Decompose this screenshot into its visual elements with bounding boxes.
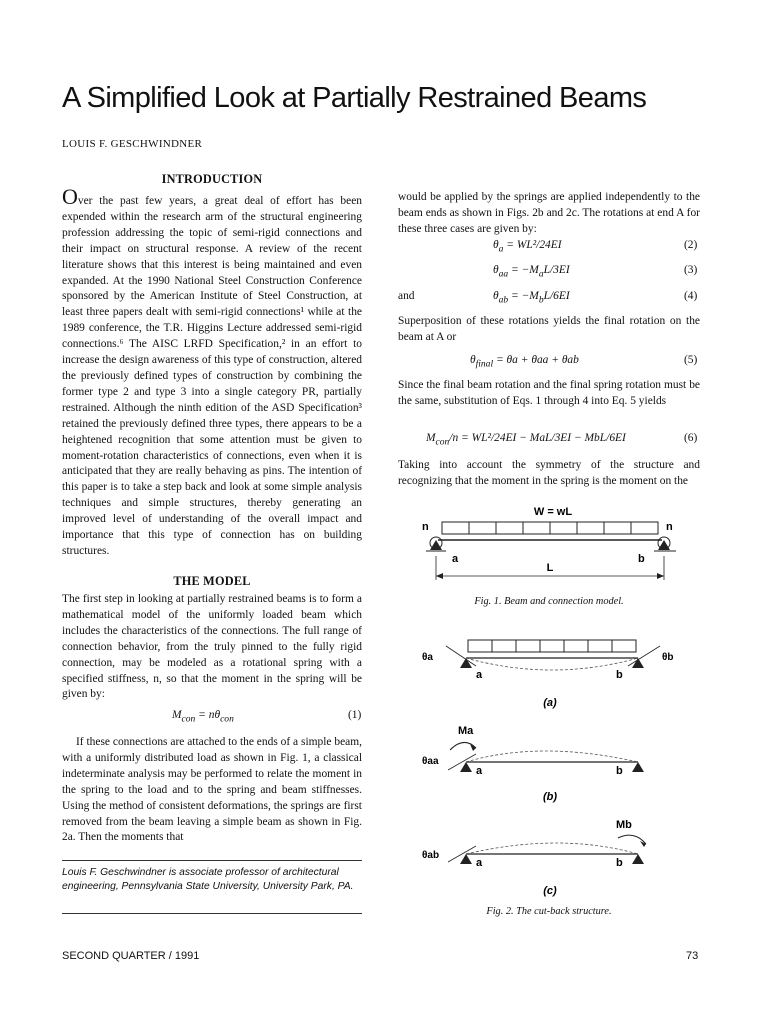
equation-3-number: (3) xyxy=(684,264,698,276)
fig2b-support-right xyxy=(632,762,644,772)
equation-3: $\theta_{aa} = -M_aL/3EI$ xyxy=(493,264,570,280)
fig2a-tangent-left xyxy=(446,646,476,666)
fig2c-support-left xyxy=(460,854,472,864)
equation-2: $\theta_a = WL^2/24EI$ xyxy=(493,239,562,255)
page-number: 73 xyxy=(686,950,699,962)
fig2c-moment-label: Mb xyxy=(616,819,632,831)
equation-4: $\theta_{ab} = -M_bL/6EI$ xyxy=(493,290,570,306)
author-name: LOUIS F. GESCHWINDNER xyxy=(62,138,203,150)
fig1-support-left xyxy=(430,540,442,550)
footer-issue: SECOND QUARTER / 1991 xyxy=(62,950,200,962)
fig2a-distributed-load xyxy=(468,640,636,652)
footnote-rule xyxy=(62,860,362,861)
equation-5: $\theta_{final} = \theta a + \theta aa + \theta ab$ xyxy=(470,354,579,370)
fig2a-tangent-right xyxy=(628,646,660,666)
fig2c-theta-ab: θab xyxy=(422,850,440,861)
fig2a-a-label: a xyxy=(476,669,483,681)
introduction-paragraph xyxy=(62,184,362,560)
fig2b-label: (b) xyxy=(542,791,558,803)
fig1-dim-arrow-left xyxy=(436,573,443,579)
fig2a-support-right xyxy=(632,658,644,668)
fig1-support-right xyxy=(658,540,670,550)
fig2a-b-label: b xyxy=(616,669,623,681)
fig2c-deflected-shape xyxy=(466,843,638,854)
fig1-n-left: n xyxy=(422,521,429,533)
fig1-dim-arrow-right xyxy=(657,573,664,579)
fig1-n-right: n xyxy=(666,521,673,533)
fig2a-label: (a) xyxy=(543,697,557,709)
section-heading-model: THE MODEL xyxy=(173,574,251,588)
figure-2-diagram xyxy=(410,632,700,902)
fig2b-theta-aa: θaa xyxy=(422,756,439,767)
model-paragraph-1: The first step in looking at partially restrained beams is to form a mathematical model of the uniformly loaded beam which includes the characteristics of the connections. The full range of connection behavior, from the truly pinned to the fully rigid connection, may be modeled as a rotational spring with a specified stiffness, n, so that the moment in the spring will be given by: xyxy=(62,593,362,701)
equation-6-number: (6) xyxy=(684,432,698,444)
fig2a-theta-b: θb xyxy=(662,652,674,663)
fig2a-support-left xyxy=(460,658,472,668)
figure-1-caption: Fig. 1. Beam and connection model. xyxy=(474,596,624,607)
fig1-distributed-load xyxy=(442,522,658,534)
fig1-length-label: L xyxy=(546,562,554,574)
fig2c-b-label: b xyxy=(616,857,623,869)
equation-2-number: (2) xyxy=(684,239,698,251)
fig1-b-label: b xyxy=(638,553,645,565)
introduction-text: ver the past few years, a great deal of effort has been expended within the research arm of the structural engineering profession addressing the topic of semi-rigid connections and their impact on structural response. A review of the recent literature shows that this interest is being maintained and even expanded. At the 1990 National Steel Construction Conference sponsored by the American Institute of Steel Construction, at least three papers dealt with semi-rigid connections¹ while at the 1989 conference, the T.R. Higgins Lecture addressed semi-rigid connections.⁶ The AISC LRFD Specification,² in an effort to increase the design awareness of this type of construction, altered the previously defined types of construction by combining the former type 2 and type 3 into a single category PR, partially restrained. Although the ninth edition of the ASD Specification³ retained the previously defined three types, there appears to be a heightened recognition that some attention must be given to moment-rotation characteristics of connections, even when it is anticipated that they are really behaving as pins. The intention of this paper is to take a step back and look at some simple analysis techniques and simple structures, thereby generating an improved level of understanding of the overall impact and importance that this type of connection has on building structures. xyxy=(62,195,362,557)
author-footnote: Louis F. Geschwindner is associate professor of architectural engineering, Pennsylvania State University, University Park, PA. xyxy=(62,867,354,892)
fig2a-deflected-shape xyxy=(466,658,638,670)
right-paragraph-2: Superposition of these rotations yields the final rotation on the beam at A or xyxy=(398,315,700,343)
equation-6: $M_{con}/n = WL^2/24EI - MaL/3EI - MbL/6EI$ xyxy=(426,432,626,448)
fig2b-b-label: b xyxy=(616,765,623,777)
model-paragraph-2: If these connections are attached to the ends of a simple beam, with a uniformly distributed load as shown in Fig. 1, a classical indeterminate analysis may be performed to relate the moment in the spring to the load and to the spring and beam stiffnesses. Using the method of consistent deformations, the springs are first removed from the beam leaving a simple beam as shown in Fig. 2a. Then the moments that xyxy=(62,736,362,844)
fig2c-moment-arrowhead xyxy=(640,841,646,847)
article-title: A Simplified Look at Partially Restrained Beams xyxy=(62,82,647,114)
fig2a-theta-a: θa xyxy=(422,652,433,663)
equation-5-number: (5) xyxy=(684,354,698,366)
footnote-rule-bottom xyxy=(62,913,362,914)
right-paragraph-3: Since the final beam rotation and the final spring rotation must be the same, substitution of Eqs. 1 through 4 into Eq. 5 yields xyxy=(398,379,700,407)
right-paragraph-4: Taking into account the symmetry of the structure and recognizing that the moment in the spring is the moment on the xyxy=(398,459,700,487)
right-paragraph-1: would be applied by the springs are applied independently to the beam ends as shown in Figs. 2b and 2c. The rotations at end A for these three cases are given by: xyxy=(398,191,700,235)
figure-1-diagram xyxy=(410,498,700,586)
fig2b-a-label: a xyxy=(476,765,483,777)
equation-1-number: (1) xyxy=(348,709,362,721)
fig1-a-label: a xyxy=(452,553,459,565)
fig2c-a-label: a xyxy=(476,857,483,869)
fig2b-moment-label: Ma xyxy=(458,725,474,737)
fig2c-label: (c) xyxy=(543,885,557,897)
fig2b-support-left xyxy=(460,762,472,772)
and-word: and xyxy=(398,290,415,302)
fig1-load-label: W = wL xyxy=(533,506,573,518)
fig2b-deflected-shape xyxy=(466,751,638,762)
figure-2-caption: Fig. 2. The cut-back structure. xyxy=(486,906,612,917)
equation-1: $M_{con} = n\theta_{con}$ xyxy=(172,709,234,725)
section-heading-introduction: INTRODUCTION xyxy=(161,172,263,186)
equation-4-number: (4) xyxy=(684,290,698,302)
drop-cap: O xyxy=(62,184,78,209)
fig2c-support-right xyxy=(632,854,644,864)
